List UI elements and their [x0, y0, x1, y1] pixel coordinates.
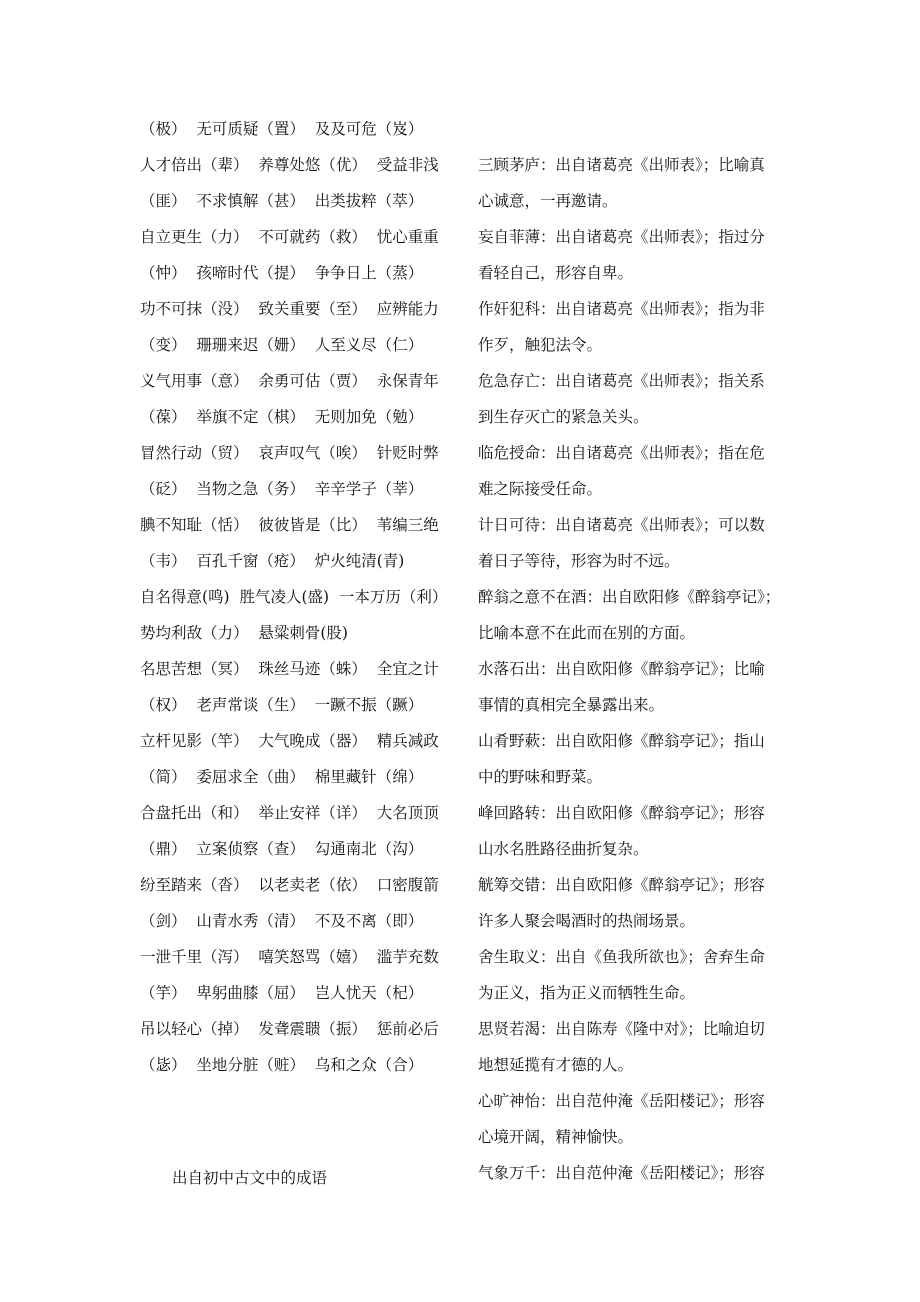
- text-line: 心诚意，一再邀请。: [478, 192, 618, 210]
- text-line: （极） 无可质疑（置） 及及可危（岌）: [140, 120, 424, 138]
- text-line: 作奸犯科：出自诸葛亮《出师表》；指为非: [478, 300, 765, 318]
- text-line: （韦） 百孔千窗（疮） 炉火纯清(青): [140, 552, 405, 570]
- text-line: 三顾茅庐：出自诸葛亮《出师表》；比喻真: [478, 156, 765, 174]
- text-line: 功不可抹（没） 致关重要（至） 应辨能力: [140, 300, 439, 318]
- text-line: 心境开阔，精神愉快。: [478, 1128, 634, 1146]
- text-line: 山肴野蔌：出自欧阳修《醉翁亭记》；指山: [478, 732, 765, 750]
- text-line: 作歹，触犯法令。: [478, 336, 603, 354]
- text-line: （忡） 孩啼时代（提） 争争日上（蒸）: [140, 264, 424, 282]
- text-line: 山水名胜路径曲折复杂。: [478, 840, 649, 858]
- text-line: 许多人聚会喝酒时的热闹场景。: [478, 912, 696, 930]
- text-line: 自名得意(鸣) 胜气凌人(盛) 一本万历（利）: [140, 588, 448, 606]
- text-line: 到生存灭亡的紧急关头。: [478, 408, 649, 426]
- text-line: 中的野味和野菜。: [478, 768, 603, 786]
- text-line: （剑） 山青水秀（清） 不及不离（即）: [140, 912, 424, 930]
- text-line: 合盘托出（和） 举止安祥（详） 大名顶顶: [140, 804, 439, 822]
- text-line: 峰回路转：出自欧阳修《醉翁亭记》；形容: [478, 804, 765, 822]
- text-line: 势均利敌（力） 悬粱刺骨(股): [140, 624, 348, 642]
- text-line: 醉翁之意不在酒：出自欧阳修《醉翁亭记》；: [478, 588, 781, 606]
- text-line: 觥筹交错：出自欧阳修《醉翁亭记》；形容: [478, 876, 765, 894]
- text-line: 危急存亡：出自诸葛亮《出师表》；指关系: [478, 372, 765, 390]
- text-line: 看轻自己，形容自卑。: [478, 264, 634, 282]
- text-line: 名思苦想（冥） 珠丝马迹（蛛） 全宜之计: [140, 660, 439, 678]
- text-line: 水落石出：出自欧阳修《醉翁亭记》；比喻: [478, 660, 765, 678]
- text-line: 地想延揽有才德的人。: [478, 1056, 634, 1074]
- text-line: 气象万千：出自范仲淹《岳阳楼记》；形容: [478, 1164, 765, 1182]
- right-column: [478, 111, 786, 1191]
- text-line: （变） 珊珊来迟（姗） 人至义尽（仁）: [140, 336, 424, 354]
- text-line: （葆） 举旗不定（棋） 无则加免（勉）: [140, 408, 424, 426]
- text-line: （毖） 坐地分脏（赃） 乌和之众（合）: [140, 1056, 424, 1074]
- text-line: 比喻本意不在此而在别的方面。: [478, 624, 696, 642]
- text-line: 一泄千里（泻） 嘻笑怒骂（嬉） 滥芋充数: [140, 948, 439, 966]
- text-line: （权） 老声常谈（生） 一蹶不振（蹶）: [140, 696, 424, 714]
- text-line: 舍生取义：出自《鱼我所欲也》；舍弃生命: [478, 948, 765, 966]
- text-line: 难之际接受任命。: [478, 480, 603, 498]
- text-line: 临危授命：出自诸葛亮《出师表》；指在危: [478, 444, 765, 462]
- text-line: （竽） 卑躬曲膝（屈） 岂人忧天（杞）: [140, 984, 424, 1002]
- blank-line: [478, 111, 786, 147]
- text-line: 立杆见影（竿） 大气晚成（器） 精兵减政: [140, 732, 439, 750]
- text-line: （匪） 不求慎解（甚） 出类拔粹（萃）: [140, 192, 424, 210]
- text-line: 纷至踏来（沓） 以老卖老（依） 口密腹箭: [140, 876, 439, 894]
- text-line: 腆不知耻（恬） 彼彼皆是（比） 苇编三绝: [140, 516, 439, 534]
- text-line: （简） 委屈求全（曲） 棉里藏针（绵）: [140, 768, 424, 786]
- section-title: 出自初中古文中的成语: [172, 1169, 328, 1187]
- text-line: 自立更生（力） 不可就药（救） 忧心重重: [140, 228, 439, 246]
- text-line: 计日可待：出自诸葛亮《出师表》；可以数: [478, 516, 765, 534]
- text-line: 吊以轻心（掉） 发聋震聩（振） 惩前必后: [140, 1020, 439, 1038]
- text-line: 为正义，指为正义而牺牲生命。: [478, 984, 696, 1002]
- text-line: 着日子等待，形容为时不远。: [478, 552, 680, 570]
- text-line: 事情的真相完全暴露出来。: [478, 696, 665, 714]
- text-line: （鼎） 立案侦察（查） 勾通南北（沟）: [140, 840, 424, 858]
- left-column: [140, 111, 458, 1083]
- text-line: 妄自菲薄：出自诸葛亮《出师表》；指过分: [478, 228, 765, 246]
- text-line: 冒然行动（贸） 哀声叹气（唉） 针贬时弊: [140, 444, 439, 462]
- text-line: 心旷神怡：出自范仲淹《岳阳楼记》；形容: [478, 1092, 765, 1110]
- text-line: 义气用事（意） 余勇可估（贾） 永保青年: [140, 372, 439, 390]
- text-line: （砭） 当物之急（务） 辛辛学子（莘）: [140, 480, 424, 498]
- text-line: 人才倍出（辈） 养尊处悠（优） 受益非浅: [140, 156, 439, 174]
- text-line: 思贤若渴：出自陈寿《隆中对》；比喻迫切: [478, 1020, 765, 1038]
